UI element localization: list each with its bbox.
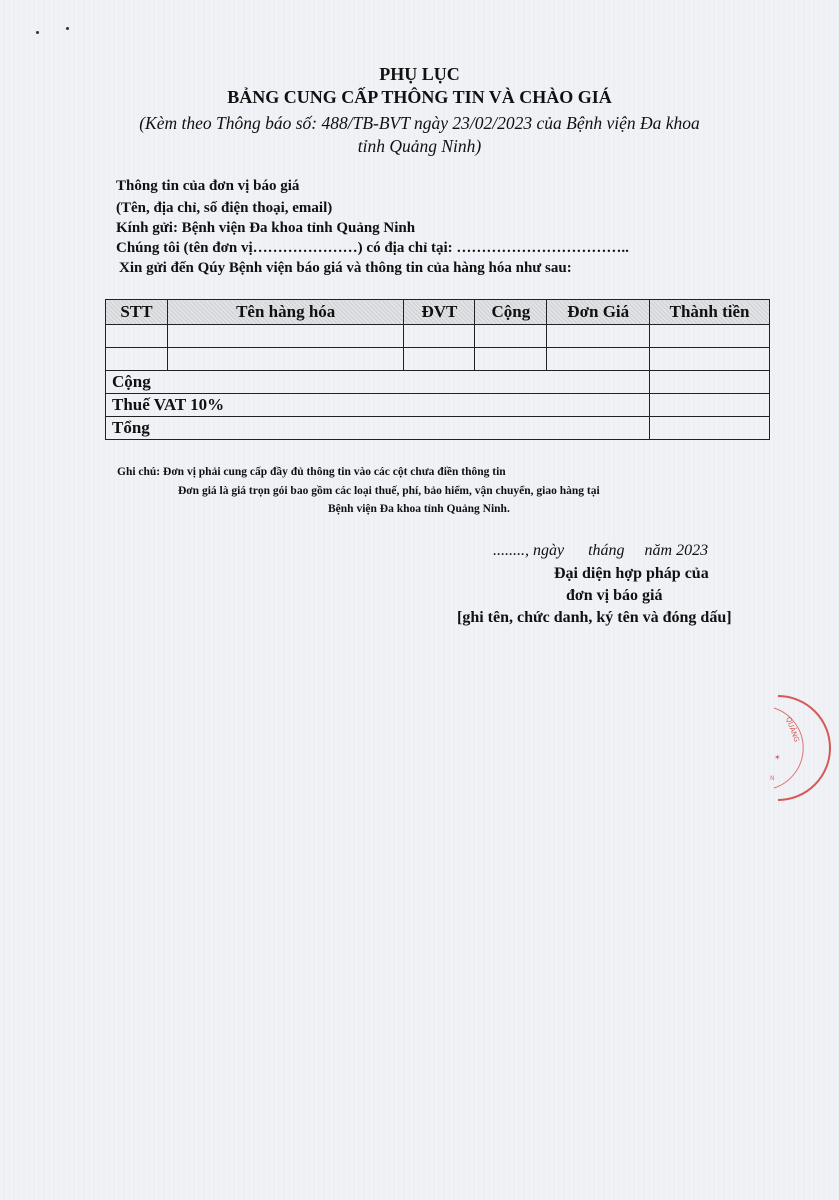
table-cell: [650, 325, 770, 348]
summary-row-subtotal: [106, 371, 770, 394]
table-cell: [167, 325, 403, 348]
note-line-1: Ghi chú: Đơn vị phải cung cấp đầy đủ thông tin vào các cột chưa điền thông tin: [117, 466, 506, 478]
table-cell: [106, 348, 168, 371]
svg-text:✶: ✶: [774, 753, 781, 762]
vat-label: Thuế VAT 10%: [106, 394, 650, 417]
table-cell: [404, 348, 475, 371]
table-cell: [547, 325, 650, 348]
subtotal-value: [650, 371, 770, 394]
subtotal-label: Cộng: [106, 371, 650, 394]
table-cell: [404, 325, 475, 348]
column-header-quantity: Cộng: [475, 300, 547, 325]
column-header-unit: ĐVT: [404, 300, 475, 325]
table-cell: [475, 325, 547, 348]
table-cell: [106, 325, 168, 348]
signature-line-2: đơn vị báo giá: [566, 587, 663, 604]
reference-line-2: tỉnh Quảng Ninh): [357, 136, 482, 156]
table-header-row: [106, 300, 770, 325]
column-header-amount: Thành tiền: [650, 300, 770, 325]
svg-text:N: N: [770, 775, 775, 782]
scan-speck: [36, 31, 39, 34]
total-label: Tổng: [106, 417, 650, 440]
signature-line-1: Đại diện hợp pháp của: [554, 565, 709, 582]
quotation-table: [105, 299, 770, 440]
column-header-stt: STT: [106, 300, 168, 325]
table-cell: [167, 348, 403, 371]
total-value: [650, 417, 770, 440]
appendix-title: PHỤ LỤC: [379, 64, 460, 84]
red-stamp: [760, 688, 839, 808]
table-cell: [475, 348, 547, 371]
column-header-item-name: Tên hàng hóa: [167, 300, 403, 325]
summary-row-total: [106, 417, 770, 440]
form-title: BẢNG CUNG CẤP THÔNG TIN VÀ CHÀO GIÁ: [227, 87, 612, 107]
signature-date: ........, ngày tháng năm 2023: [493, 542, 709, 559]
info-line-contact: (Tên, địa chỉ, số điện thoại, email): [116, 200, 333, 216]
summary-row-vat: [106, 394, 770, 417]
scan-speck: [66, 27, 69, 30]
table-row: [106, 348, 770, 371]
table-row: [106, 325, 770, 348]
note-line-2: Đơn giá là giá trọn gói bao gồm các loại thuế, phí, bảo hiểm, vận chuyển, giao hàng tại: [178, 485, 600, 497]
table-cell: [547, 348, 650, 371]
reference-line-1: (Kèm theo Thông báo số: 488/TB-BVT ngày 23/02/2023 của Bệnh viện Đa khoa: [139, 113, 700, 133]
stamp-lettering: QUẢNG: [784, 715, 801, 744]
info-line-recipient: Kính gửi: Bệnh viện Đa khoa tỉnh Quảng Ninh: [116, 220, 416, 236]
signature-line-3: [ghi tên, chức danh, ký tên và đóng dấu]: [457, 609, 732, 626]
column-header-unit-price: Đơn Giá: [547, 300, 650, 325]
vat-value: [650, 394, 770, 417]
table-cell: [650, 348, 770, 371]
note-line-3: Bệnh viện Đa khoa tỉnh Quảng Ninh.: [328, 503, 510, 515]
info-line-request: Xin gửi đến Qúy Bệnh viện báo giá và thông tin của hàng hóa như sau:: [119, 260, 572, 276]
info-line-supplier: Thông tin của đơn vị báo giá: [116, 178, 300, 194]
info-line-address: Chúng tôi (tên đơn vị…………………) có địa chỉ tại: ……………………………..: [116, 240, 629, 256]
